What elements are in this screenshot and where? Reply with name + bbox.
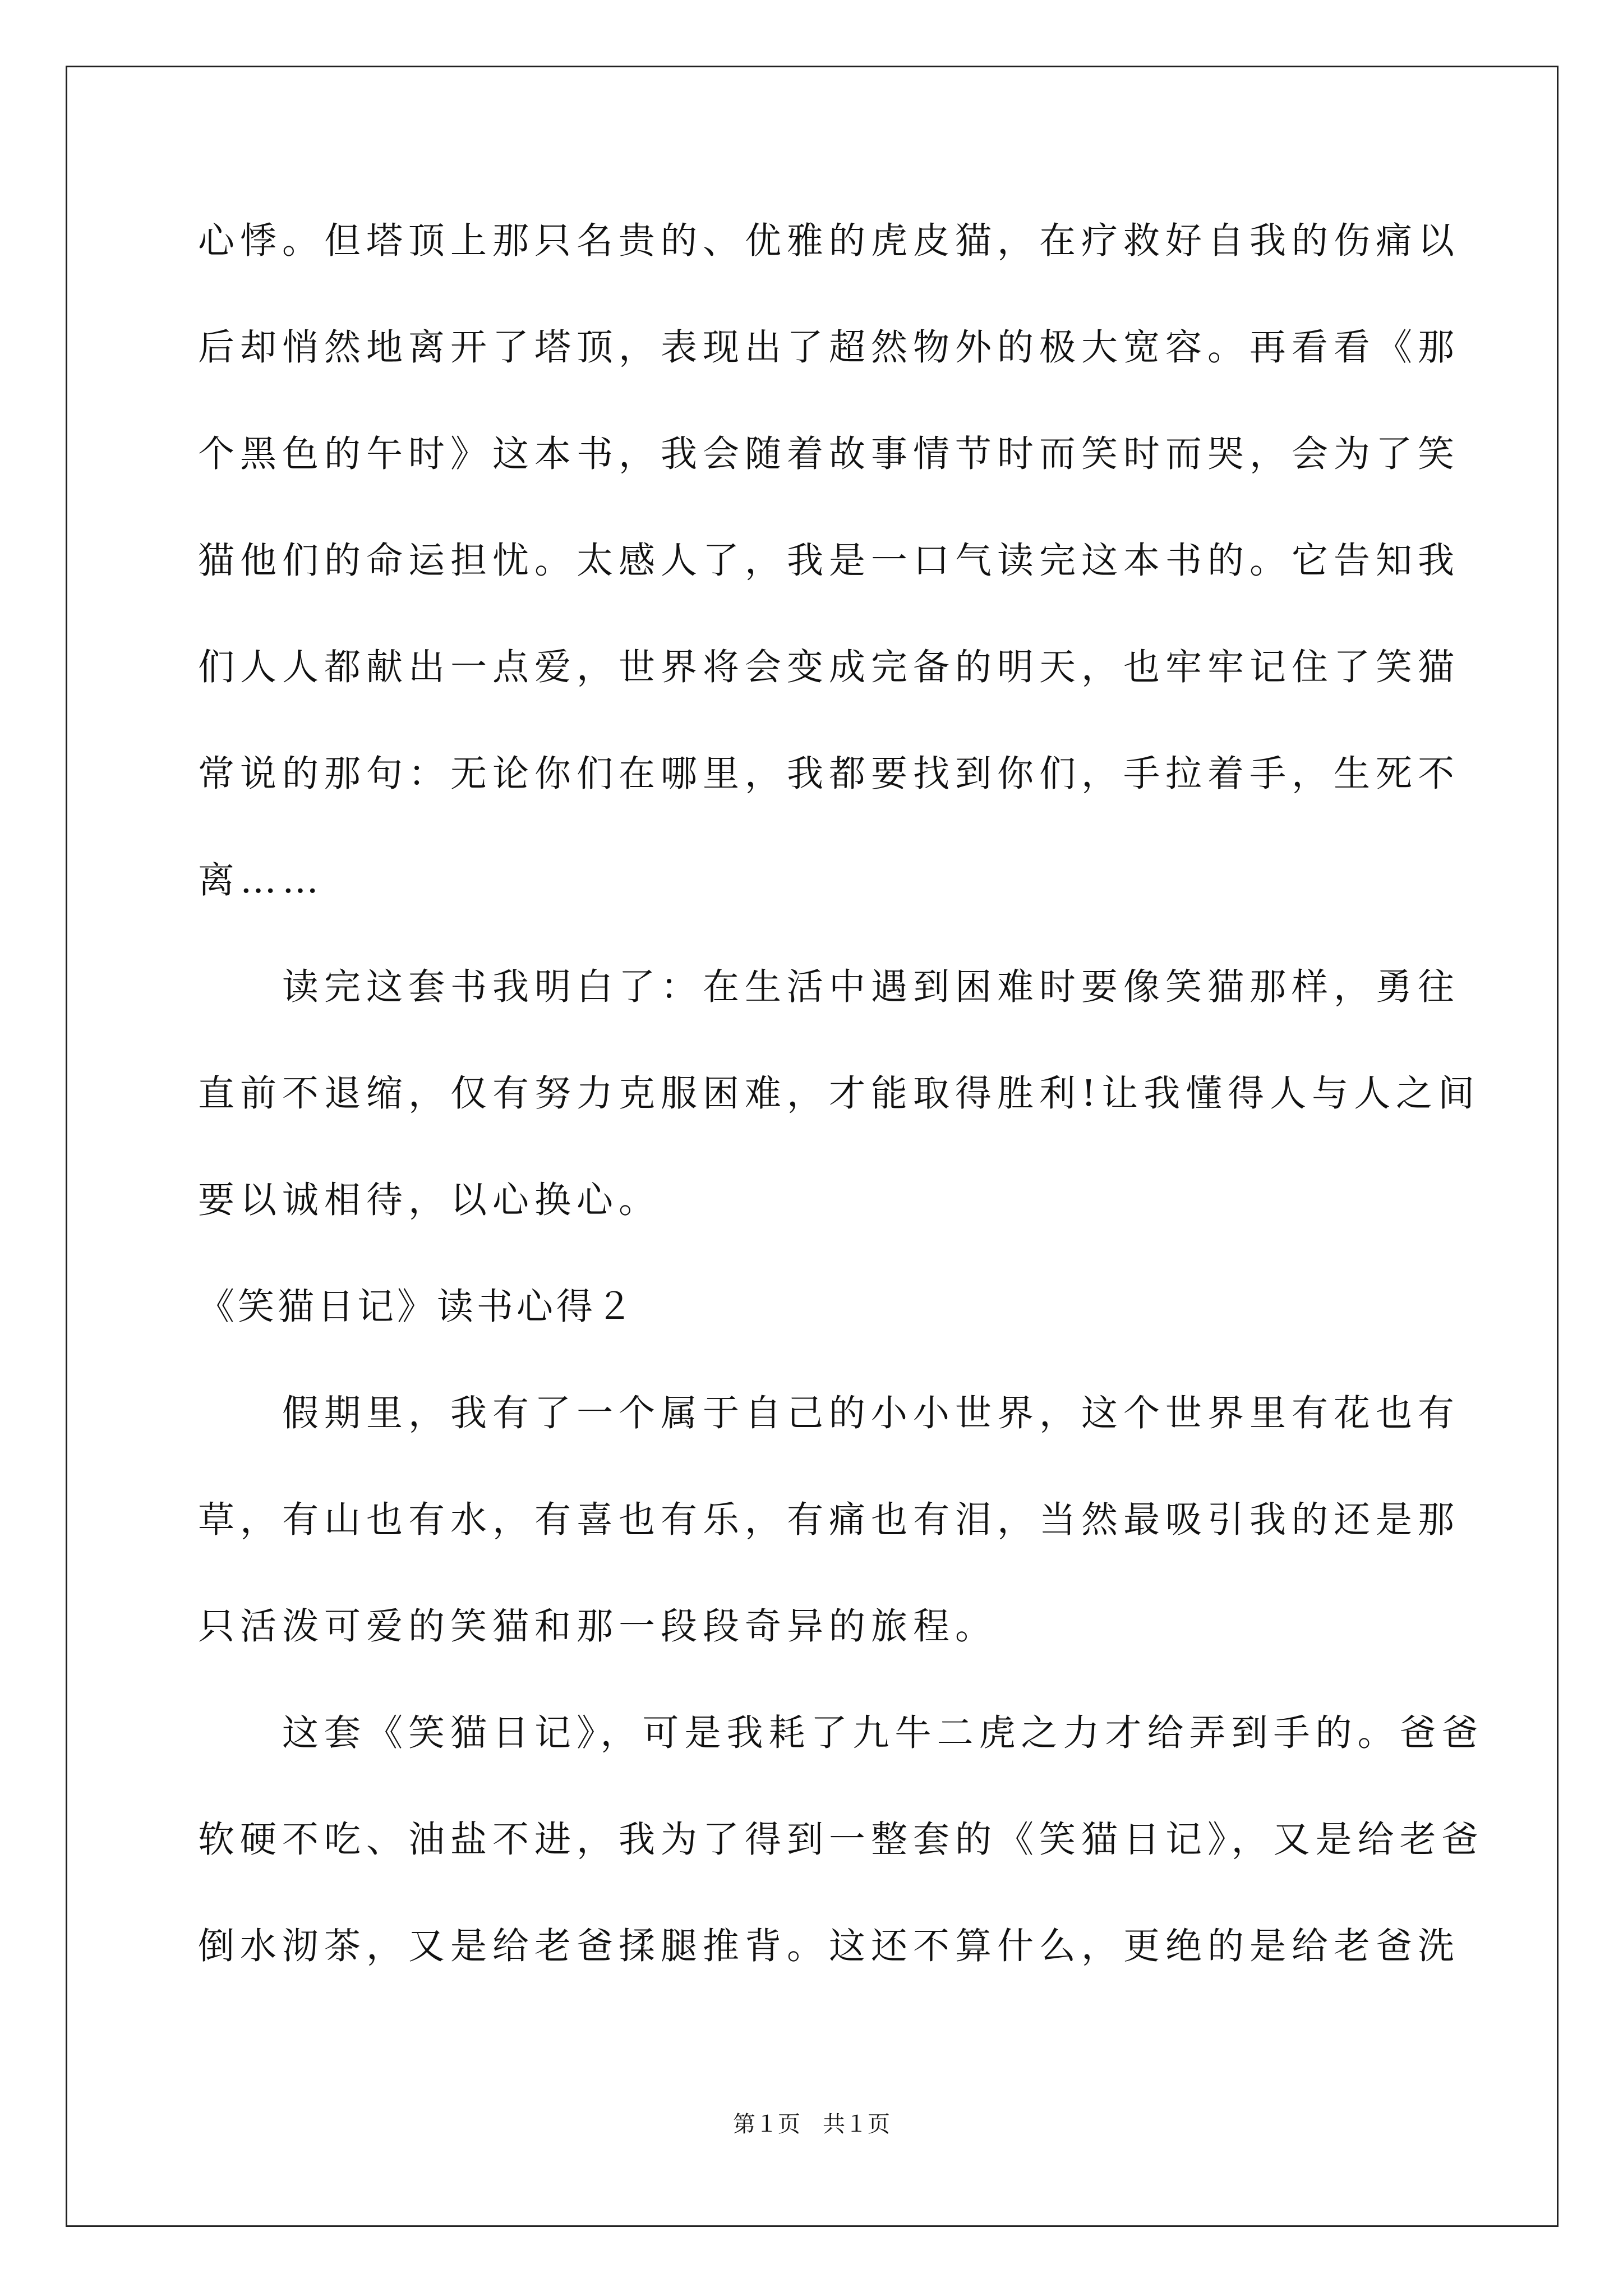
body-line: 离…… <box>198 859 325 901</box>
paragraph-start-line: 读完这套书我明白了：在生活中遇到困难时要像笑猫那样，勇往 <box>282 966 1460 1008</box>
body-line: 直前不退缩，仅有努力克服困难，才能取得胜利!让我懂得人与人之间 <box>198 1073 1481 1115</box>
body-line: 草，有山也有水，有喜也有乐，有痛也有泪，当然最吸引我的还是那 <box>198 1499 1460 1541</box>
body-line: 要以诚相待，以心换心。 <box>198 1179 661 1221</box>
body-line: 个黑色的午时》这本书，我会随着故事情节时而笑时而哭，会为了笑 <box>198 433 1460 475</box>
body-line: 心悸。但塔顶上那只名贵的、优雅的虎皮猫，在疗救好自我的伤痛以 <box>198 220 1460 262</box>
body-line: 只活泼可爱的笑猫和那一段段奇异的旅程。 <box>198 1605 998 1648</box>
body-line: 软硬不吃、油盐不进，我为了得到一整套的《笑猫日记》，又是给老爸 <box>198 1819 1484 1861</box>
body-line: 们人人都献出一点爱，世界将会变成完备的明天，也牢牢记住了笑猫 <box>198 646 1460 688</box>
body-line: 常说的那句：无论你们在哪里，我都要找到你们，手拉着手，生死不 <box>198 753 1460 795</box>
section-heading: 《笑猫日记》读书心得２ <box>198 1286 637 1328</box>
body-line: 猫他们的命运担忧。太感人了，我是一口气读完这本书的。它告知我 <box>198 540 1460 582</box>
body-line: 后却悄然地离开了塔顶，表现出了超然物外的极大宽容。再看看《那 <box>198 326 1460 369</box>
body-line: 倒水沏茶，又是给老爸揉腿推背。这还不算什么，更绝的是给老爸洗 <box>198 1925 1460 1967</box>
paragraph-start-line: 假期里，我有了一个属于自己的小小世界，这个世界里有花也有 <box>282 1392 1460 1434</box>
page-number-footer: 第１页 共１页 <box>733 2111 890 2137</box>
paragraph-start-line: 这套《笑猫日记》，可是我耗了九牛二虎之力才给弄到手的。爸爸 <box>282 1712 1484 1754</box>
document-body <box>198 210 1484 2022</box>
